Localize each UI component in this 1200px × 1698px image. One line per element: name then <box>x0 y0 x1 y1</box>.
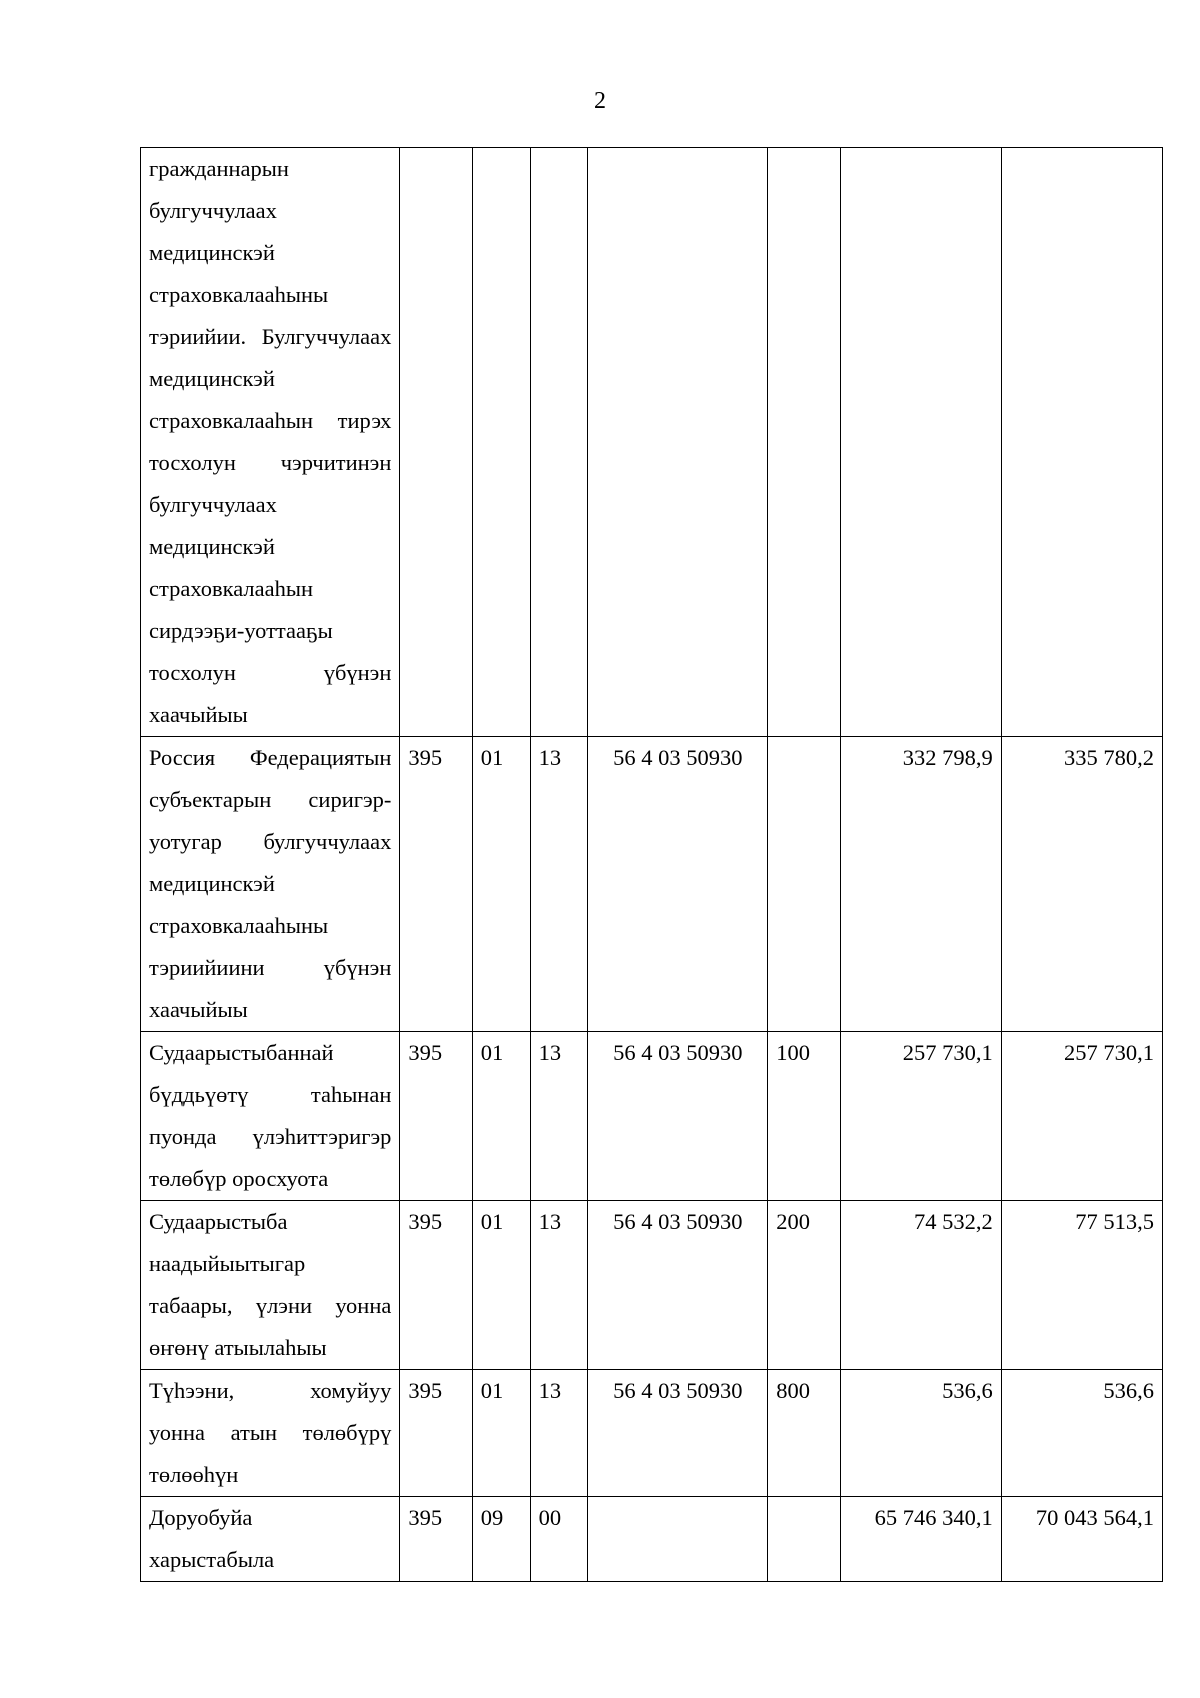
target-article-cell: 56 4 03 50930 <box>588 1370 768 1497</box>
subsection-code-cell: 13 <box>530 1032 588 1201</box>
target-article-cell: 56 4 03 50930 <box>588 737 768 1032</box>
description-line: төлөөһүн <box>149 1462 239 1487</box>
description-line: наадыйыытыгар <box>149 1251 306 1276</box>
ministry-code-cell: 395 <box>400 1497 472 1582</box>
description-line: Судаарыстыбаннай <box>149 1040 334 1065</box>
description-line: медицинскэй <box>149 240 275 265</box>
description-line: тэриийиини үбүнэн <box>149 955 392 980</box>
amount-year2-cell: 536,6 <box>1001 1370 1162 1497</box>
description-line: сирдээҕи-уоттааҕы <box>149 618 333 643</box>
description-line: гражданнарын <box>149 156 289 181</box>
expense-type-cell: 100 <box>768 1032 840 1201</box>
description-line: Россия Федерациятын <box>149 745 392 770</box>
description-line: страховкалааһын <box>149 576 313 601</box>
budget-table <box>140 147 1163 1582</box>
description-cell <box>141 1497 400 1582</box>
description-line: харыстабыла <box>149 1547 275 1572</box>
description-line: тосхолун чэрчитинэн <box>149 450 392 475</box>
amount-year1-cell: 74 532,2 <box>840 1201 1001 1370</box>
ministry-code-cell: 395 <box>400 1370 472 1497</box>
section-code-cell: 09 <box>472 1497 530 1582</box>
amount-year2-cell: 257 730,1 <box>1001 1032 1162 1201</box>
ministry-code-cell: 395 <box>400 737 472 1032</box>
section-code-cell: 01 <box>472 1370 530 1497</box>
description-line: табаары, үлэни уонна <box>149 1293 392 1318</box>
subsection-code-cell: 13 <box>530 737 588 1032</box>
expense-type-cell: 200 <box>768 1201 840 1370</box>
description-line: тосхолун үбүнэн <box>149 660 392 685</box>
description-cell <box>141 148 400 737</box>
expense-type-cell <box>768 148 840 737</box>
table-row <box>141 1497 1163 1582</box>
description-line: страховкалааһыны <box>149 282 329 307</box>
description-line: Судаарыстыба <box>149 1209 288 1234</box>
description-line: пуонда үлэһиттэригэр <box>149 1124 392 1149</box>
description-line: булгуччулаах <box>149 492 277 517</box>
description-line: төлөбүр оросхуота <box>149 1166 329 1191</box>
subsection-code-cell <box>530 148 588 737</box>
description-cell <box>141 1370 400 1497</box>
description-cell <box>141 737 400 1032</box>
page-number: 2 <box>594 88 606 114</box>
target-article-cell: 56 4 03 50930 <box>588 1032 768 1201</box>
target-article-cell <box>588 148 768 737</box>
table-row <box>141 1201 1163 1370</box>
description-line: тэриийии. Булгуччулаах <box>149 324 392 349</box>
description-line: булгуччулаах <box>149 198 277 223</box>
description-line: уонна атын төлөбүрү <box>149 1420 392 1445</box>
description-line: өҥөнү атыылаһыы <box>149 1335 327 1360</box>
amount-year1-cell <box>840 148 1001 737</box>
subsection-code-cell: 13 <box>530 1370 588 1497</box>
amount-year1-cell: 536,6 <box>840 1370 1001 1497</box>
expense-type-cell <box>768 1497 840 1582</box>
description-line: хаачыйыы <box>149 702 248 727</box>
description-line: Түһээни, хомуйуу <box>149 1378 392 1403</box>
table-row <box>141 1370 1163 1497</box>
section-code-cell: 01 <box>472 737 530 1032</box>
expense-type-cell <box>768 737 840 1032</box>
description-line: медицинскэй <box>149 366 275 391</box>
subsection-code-cell: 00 <box>530 1497 588 1582</box>
section-code-cell: 01 <box>472 1032 530 1201</box>
description-line: медицинскэй <box>149 534 275 559</box>
amount-year2-cell: 70 043 564,1 <box>1001 1497 1162 1582</box>
expense-type-cell: 800 <box>768 1370 840 1497</box>
description-line: страховкалааһыны <box>149 913 329 938</box>
description-line: бүддьүөтү таһынан <box>149 1082 392 1107</box>
amount-year2-cell: 77 513,5 <box>1001 1201 1162 1370</box>
amount-year1-cell: 332 798,9 <box>840 737 1001 1032</box>
subsection-code-cell: 13 <box>530 1201 588 1370</box>
section-code-cell <box>472 148 530 737</box>
amount-year1-cell: 257 730,1 <box>840 1032 1001 1201</box>
ministry-code-cell: 395 <box>400 1201 472 1370</box>
ministry-code-cell: 395 <box>400 1032 472 1201</box>
ministry-code-cell <box>400 148 472 737</box>
amount-year2-cell <box>1001 148 1162 737</box>
target-article-cell <box>588 1497 768 1582</box>
table-row <box>141 148 1163 737</box>
description-cell <box>141 1032 400 1201</box>
description-line: уотугар булгуччулаах <box>149 829 392 854</box>
description-line: субъектарын сиригэр- <box>149 787 392 812</box>
table-row <box>141 737 1163 1032</box>
description-line: медицинскэй <box>149 871 275 896</box>
table-row <box>141 1032 1163 1201</box>
amount-year1-cell: 65 746 340,1 <box>840 1497 1001 1582</box>
description-line: Доруобуйа <box>149 1505 253 1530</box>
section-code-cell: 01 <box>472 1201 530 1370</box>
amount-year2-cell: 335 780,2 <box>1001 737 1162 1032</box>
description-line: хаачыйыы <box>149 997 248 1022</box>
table-body <box>141 148 1163 1582</box>
description-line: страховкалааһын тирэх <box>149 408 392 433</box>
description-cell <box>141 1201 400 1370</box>
target-article-cell: 56 4 03 50930 <box>588 1201 768 1370</box>
